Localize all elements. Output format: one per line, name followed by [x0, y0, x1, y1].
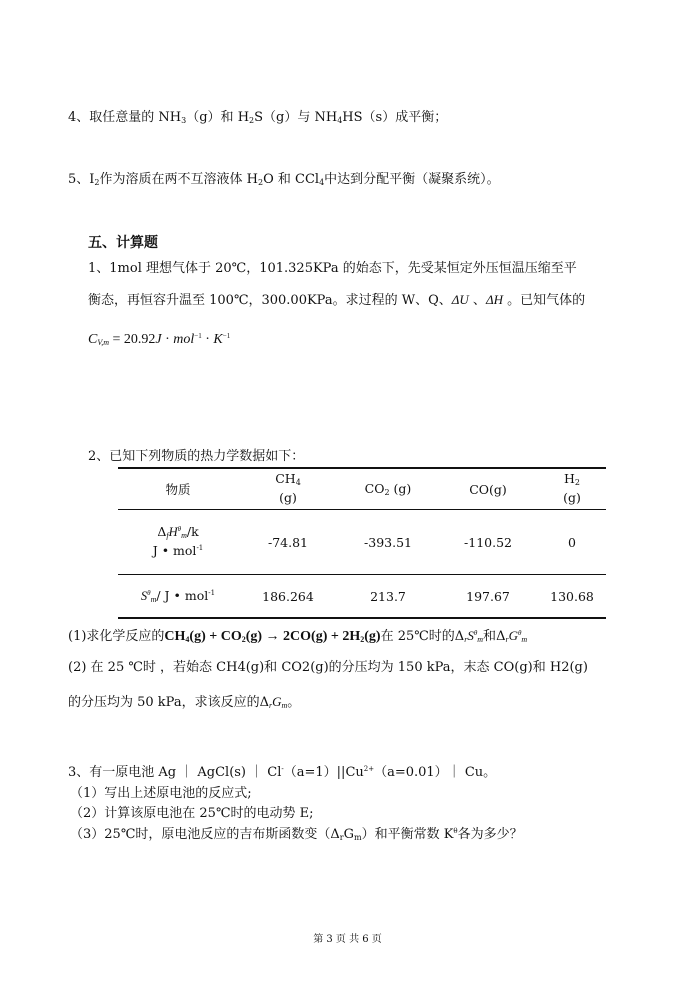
- delta-h-symbol: ΔH: [485, 292, 503, 307]
- delta-symbol: Δ: [454, 629, 465, 644]
- r-sub: r: [269, 701, 273, 710]
- calc-3-text: ）和平衡常数 K: [361, 827, 454, 842]
- g-symbol: G: [343, 827, 354, 842]
- calc-1-text: 衡态，再恒容升温至 100℃，300.00KPa。求过程的 W、Q、: [88, 293, 452, 308]
- calc-3-text: （a=1）||Cu: [283, 765, 364, 780]
- question-5: [68, 172, 500, 189]
- q4-sub: 2: [249, 116, 255, 125]
- table-cell: 0: [538, 510, 606, 575]
- q4-text: S（g）与 NH: [254, 110, 338, 125]
- q5-sub: 4: [319, 178, 325, 187]
- calc-2-intro: 2、已知下列物质的热力学数据如下：: [88, 449, 305, 464]
- unit-exp: -1: [208, 589, 216, 597]
- q5-number: 5、: [68, 172, 90, 187]
- m-sub: m: [521, 635, 528, 644]
- table-row: [118, 575, 606, 619]
- co2-label: CO: [364, 481, 385, 496]
- cv-unit: J: [155, 332, 162, 347]
- co2-sub: 2: [384, 488, 390, 497]
- rxn-part: (g) + CO: [189, 629, 242, 644]
- h2-sub: 2: [574, 478, 580, 488]
- ch4-sub: 4: [295, 478, 301, 488]
- calc-1-text: 。已知气体的: [502, 293, 586, 308]
- calc-3-text: （3）25℃时，原电池反应的吉布斯函数变（Δ: [70, 827, 340, 842]
- part2-text: 的分压均为 50 kPa，求该反应的: [68, 695, 260, 710]
- table-cell: -74.81: [238, 510, 338, 575]
- rxn-part: (g): [364, 629, 381, 644]
- m-sub: m: [150, 595, 157, 604]
- enthalpy-label-cell: [118, 510, 238, 575]
- h2-phase: (g): [563, 490, 581, 506]
- g-symbol: G: [272, 694, 282, 709]
- s-symbol: S: [140, 589, 148, 603]
- delta-symbol: Δ: [259, 695, 269, 710]
- calc-1-line-1: 1、1mol 理想气体于 20℃，101.325KPa 的始态下，先受某恒定外压恒温压缩至平: [88, 261, 577, 276]
- table-header-h2: [538, 468, 606, 510]
- charge-sup: 2+: [363, 765, 375, 773]
- table-header-ch4: [238, 468, 338, 510]
- calc-2-part-1: [68, 628, 527, 646]
- q5-text: O 和 CCl: [263, 172, 320, 187]
- q5-text: 中达到分配平衡（凝聚系统）。: [324, 172, 500, 187]
- rxn-part: CH: [164, 629, 186, 644]
- section-title: 五、计算题: [88, 235, 158, 251]
- q4-sub: 4: [337, 116, 343, 125]
- q4-text: HS（s）成平衡；: [342, 110, 448, 125]
- cv-dot: ·: [161, 332, 174, 347]
- calc-3-text: 3、有一原电池 Ag ｜ AgCl(s) ｜ Cl: [68, 765, 282, 780]
- rxn-sub: 4: [185, 635, 190, 644]
- unit-text: / J • mol: [156, 588, 209, 603]
- table-header-row: [118, 468, 606, 510]
- m-sub: m: [477, 635, 484, 644]
- theta-sup: θ: [147, 589, 151, 597]
- calc-1-line-2: [88, 292, 585, 310]
- ch4-label: CH: [275, 471, 296, 487]
- question-4: [68, 110, 447, 127]
- r-sub: r: [339, 833, 344, 842]
- reaction-equation: [164, 629, 380, 644]
- r-sub: r: [464, 635, 468, 644]
- table-cell: 213.7: [338, 575, 438, 619]
- page-footer: 第 3 页 共 6 页: [313, 934, 382, 945]
- rxn-sub: 2: [241, 635, 246, 644]
- m-sub: m: [353, 833, 362, 842]
- charge-sup: -: [281, 765, 284, 773]
- m-sub: m: [181, 531, 187, 541]
- calc-3-line-1: [68, 765, 496, 782]
- g-symbol: G: [508, 628, 518, 643]
- r-sub: r: [505, 635, 509, 644]
- q4-text: 取任意量的 NH: [89, 110, 182, 125]
- delta-symbol: Δ: [157, 524, 167, 540]
- q5-text: 作为溶质在两不互溶液体 H: [99, 172, 258, 187]
- h2-label: H: [563, 471, 575, 487]
- q4-number: 4、: [68, 110, 90, 125]
- calc-3-line-3: （2）计算该原电池在 25℃时的电动势 E;: [70, 806, 314, 821]
- calc-3-line-2: （1）写出上述原电池的反应式;: [70, 786, 252, 801]
- calc-3-line-4: [70, 827, 523, 844]
- delta-u-symbol: ΔU: [451, 292, 469, 307]
- part2-text: 。: [287, 695, 301, 710]
- table-header-co: CO(g): [438, 468, 538, 510]
- entropy-label-cell: [118, 575, 238, 619]
- cv-exp: −1: [194, 332, 202, 340]
- calc-2-part-2-line-1: (2) 在 25 ℃时 ，若始态 CH4(g)和 CO2(g)的分压均为 150 kPa，末态 CO(g)和 H2(g): [68, 660, 588, 675]
- table-header-substance: 物质: [118, 468, 238, 510]
- s-symbol: S: [467, 628, 474, 643]
- q5-sub: 2: [94, 178, 100, 187]
- unit-text: /k: [186, 524, 199, 540]
- theta-sup: θ: [517, 629, 522, 637]
- cv-sub: V,m: [97, 338, 109, 347]
- q5-text: I: [89, 172, 95, 187]
- theta-sup: θ: [473, 629, 478, 637]
- cv-dot: ·: [201, 332, 214, 347]
- table-cell: 186.264: [238, 575, 338, 619]
- cv-unit: K: [213, 332, 223, 347]
- table-header-co2: [338, 468, 438, 510]
- part1-text: 在 25℃时的: [380, 629, 455, 644]
- calc-1-sep: 、: [468, 293, 486, 308]
- m-sub: m: [281, 701, 288, 710]
- h-symbol: H: [168, 525, 178, 540]
- calc-3-text: （a=0.01）｜ Cu。: [374, 765, 497, 780]
- table-row: [118, 510, 606, 575]
- table-cell: -393.51: [338, 510, 438, 575]
- table-cell: 197.67: [438, 575, 538, 619]
- part1-text: (1)求化学反应的: [68, 629, 165, 644]
- cv-unit: mol: [173, 332, 195, 347]
- delta-symbol: Δ: [496, 629, 506, 644]
- cv-formula: [88, 331, 230, 349]
- table-cell: -110.52: [438, 510, 538, 575]
- q5-sub: 2: [258, 178, 264, 187]
- cv-exp: −1: [222, 332, 231, 340]
- cv-symbol: C: [88, 332, 98, 347]
- rxn-part: (g) → 2CO(g) + 2H: [245, 629, 361, 644]
- unit-exp: -1: [196, 544, 204, 553]
- f-sub: f: [166, 531, 169, 541]
- calc-2-part-2-line-2: [68, 694, 300, 712]
- thermo-data-table: [118, 467, 606, 619]
- theta-sup: θ: [453, 827, 458, 835]
- calc-3-text: 各为多少？: [457, 827, 523, 842]
- rxn-sub: 2: [360, 635, 365, 644]
- theta-sup: θ: [177, 525, 182, 534]
- cv-value: = 20.92: [108, 332, 156, 347]
- ch4-phase: (g): [279, 490, 297, 506]
- part1-text: 和: [483, 629, 497, 644]
- table-cell: 130.68: [538, 575, 606, 619]
- q4-text: （g）和 H: [186, 110, 250, 125]
- unit-text: J • mol: [152, 543, 197, 559]
- q4-sub: 3: [181, 116, 187, 125]
- co2-phase: (g): [389, 481, 412, 496]
